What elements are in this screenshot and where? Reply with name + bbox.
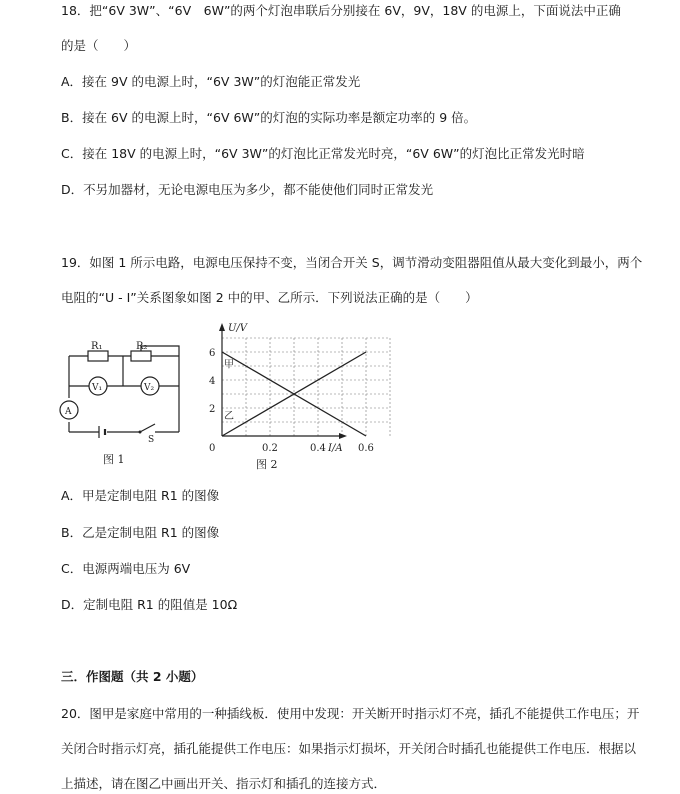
x-axis-label: I/A: [328, 443, 343, 454]
x-tick-label: 0.4: [310, 443, 326, 454]
x-tick-label: 0.2: [262, 443, 278, 454]
section-3-heading: 三．作图题（共 2 小题）: [61, 669, 204, 684]
q18-option-b[interactable]: B．接在 6V 的电源上时，“6V 6W”的灯泡的实际功率是额定功率的 9 倍。: [61, 110, 477, 125]
y-tick-label: 4: [209, 376, 216, 387]
resistor-r1: [88, 351, 108, 361]
q19-option-c[interactable]: C．电源两端电压为 6V: [61, 561, 191, 576]
q18-option-a[interactable]: A．接在 9V 的电源上时，“6V 3W”的灯泡能正常发光: [61, 74, 361, 89]
figure-1-caption: 图 1: [103, 453, 125, 466]
q18-stem-line2: 的是（ ）: [61, 38, 137, 53]
label-v1: V₁: [92, 383, 103, 393]
q19-option-b[interactable]: B．乙是定制电阻 R1 的图像: [61, 525, 220, 540]
x-axis-arrow: [339, 433, 347, 439]
ui-graph-figure-2: [198, 318, 374, 478]
circuit-diagram-figure-1: [55, 336, 195, 471]
series-label-yi: 乙: [224, 411, 234, 423]
label-ammeter: A: [65, 407, 72, 417]
q20-line3: 上描述，请在图乙中画出开关、指示灯和插孔的连接方式．: [61, 776, 387, 791]
x-tick-label: 0.6: [358, 443, 374, 454]
q19-stem-line1: 19．如图 1 所示电路，电源电压保持不变，当闭合开关 S，调节滑动变阻器阻值从最大变化到最小，两个: [61, 255, 643, 270]
q19-option-d[interactable]: D．定制电阻 R1 的阻值是 10Ω: [61, 597, 238, 612]
label-r1: R₁: [91, 341, 103, 352]
label-switch: S: [148, 435, 155, 445]
label-r2: R₂: [136, 341, 148, 352]
figure-2-caption: 图 2: [256, 458, 278, 471]
q18-stem-line1: 18．把“6V 3W”、“6V 6W”的两个灯泡串联后分别接在 6V，9V，18V 的电源上，下面说法中正确: [61, 3, 621, 18]
q18-option-d[interactable]: D．不另加器材，无论电源电压为多少，都不能使他们同时正常发光: [61, 182, 434, 197]
y-tick-label: 6: [209, 348, 216, 359]
switch-s: [140, 424, 155, 432]
series-label-jia: 甲: [224, 359, 234, 371]
y-tick-label: 2: [209, 404, 216, 415]
rheostat-r2: [131, 351, 151, 361]
y-axis-label: U/V: [228, 323, 248, 334]
label-v2: V₂: [144, 383, 155, 393]
q20-line1: 20．图甲是家庭中常用的一种插线板．使用中发现：开关断开时指示灯不亮，插孔不能提供工作电压；开: [61, 706, 640, 721]
q20-line2: 关闭合时指示灯亮，插孔能提供工作电压：如果指示灯损坏，开关闭合时插孔也能提供工作电压．根据以: [61, 741, 637, 756]
q19-option-a[interactable]: A．甲是定制电阻 R1 的图像: [61, 488, 220, 503]
origin-label: 0: [209, 443, 216, 454]
q19-stem-line2: 电阻的“U - I”关系图象如图 2 中的甲、乙所示．下列说法正确的是（ ）: [61, 290, 478, 305]
y-axis-arrow: [219, 323, 225, 331]
q18-option-c[interactable]: C．接在 18V 的电源上时，“6V 3W”的灯泡比正常发光时亮，“6V 6W”的灯泡比正常发光时暗: [61, 146, 585, 161]
